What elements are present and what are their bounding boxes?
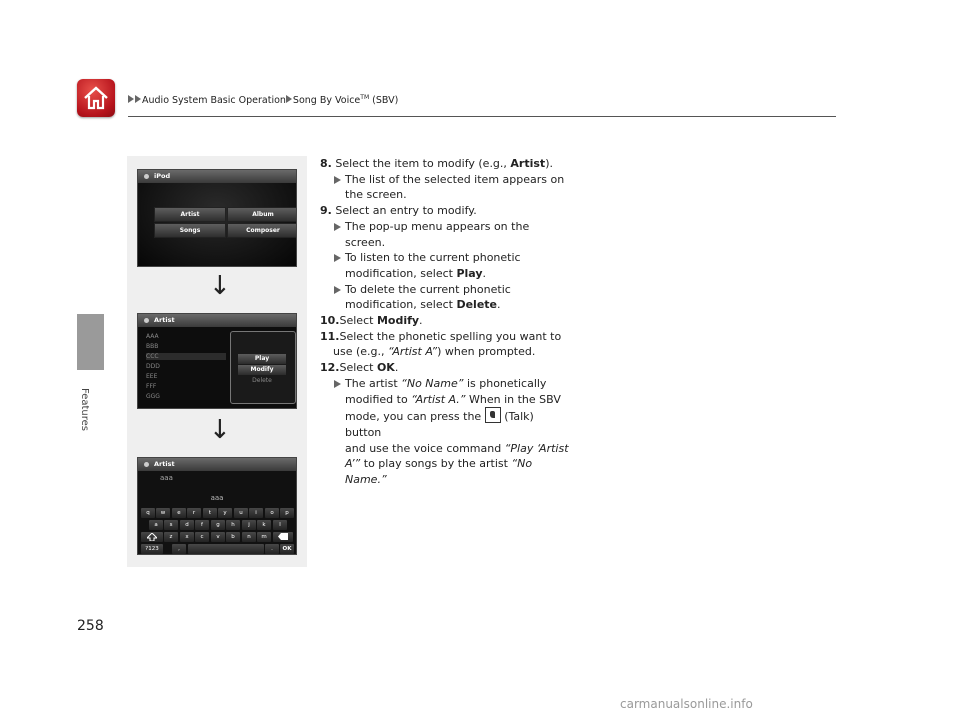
ipod-screen <box>137 169 297 267</box>
songs-button[interactable]: Songs <box>154 223 226 238</box>
home-icon <box>82 84 110 112</box>
key[interactable]: t <box>203 508 217 518</box>
down-arrow-icon: ↓ <box>209 415 231 445</box>
list-item[interactable]: GGG <box>146 393 160 400</box>
screen-title: Artist <box>138 314 296 327</box>
symbols-key[interactable]: ?123 <box>141 544 163 554</box>
header-rule <box>128 116 836 117</box>
bullet-arrow-icon <box>334 380 341 388</box>
key[interactable]: f <box>195 520 209 530</box>
period-key[interactable]: . <box>265 544 279 554</box>
key[interactable]: b <box>226 532 240 542</box>
key[interactable]: w <box>156 508 170 518</box>
screen-title: iPod <box>138 170 296 183</box>
modify-button[interactable]: Modify <box>238 365 286 375</box>
key[interactable]: x <box>180 532 194 542</box>
down-arrow-icon: ↓ <box>209 271 231 301</box>
key[interactable]: l <box>273 520 287 530</box>
shift-icon <box>147 533 157 541</box>
key[interactable]: g <box>211 520 225 530</box>
step-9: 9. Select an entry to modify. <box>320 204 477 218</box>
key[interactable]: k <box>257 520 271 530</box>
bullet-arrow-icon <box>334 176 341 184</box>
ok-key[interactable]: OK <box>280 544 294 554</box>
breadcrumb-item[interactable]: Song By Voice™ (SBV) <box>292 94 399 107</box>
key[interactable]: z <box>164 532 178 542</box>
bullet-arrow-icon <box>334 223 341 231</box>
breadcrumb <box>128 94 398 106</box>
step-9-note: To listen to the current phonetic modification, select Play. <box>320 250 570 281</box>
key[interactable]: c <box>195 532 209 542</box>
key[interactable]: o <box>265 508 279 518</box>
comma-key[interactable]: , <box>172 544 186 554</box>
artist-list-screen <box>137 313 297 409</box>
key[interactable]: q <box>141 508 155 518</box>
key[interactable]: d <box>180 520 194 530</box>
list-item[interactable]: AAA <box>146 333 159 340</box>
space-key[interactable] <box>188 544 264 554</box>
screenshot-panel <box>127 156 307 567</box>
key[interactable]: m <box>257 532 271 542</box>
home-button[interactable] <box>77 79 115 117</box>
bullet-arrow-icon <box>334 254 341 262</box>
step-10: 10.Select Modify. <box>320 314 423 328</box>
list-item[interactable]: DDD <box>146 363 160 370</box>
composer-button[interactable]: Composer <box>227 223 297 238</box>
key[interactable]: y <box>218 508 232 518</box>
talk-icon <box>485 407 501 423</box>
instruction-steps <box>320 156 570 488</box>
step-12: 12.Select OK. <box>320 361 399 375</box>
key[interactable]: s <box>164 520 178 530</box>
section-tab[interactable] <box>77 314 104 370</box>
step-8-note: The list of the selected item appears on the screen. <box>320 172 570 203</box>
key[interactable]: n <box>242 532 256 542</box>
step-8: 8. Select the item to modify (e.g., Artist). <box>320 157 553 170</box>
shift-key[interactable] <box>141 532 163 542</box>
list-item[interactable]: BBB <box>146 343 159 350</box>
backspace-icon <box>278 533 288 540</box>
step-9-note: To delete the current phonetic modification, select Delete. <box>320 282 570 313</box>
step-11: 11.Select the phonetic spelling you want to <box>320 329 562 343</box>
step-12-note: The artist “No Name” is phonetically modified to “Artist A.” When in the SBV mode, you can press the (Talk) button and use the voice command “Play ‘Artist A’” to play songs by the artist “No Name.” <box>320 376 570 488</box>
list-item[interactable]: EEE <box>146 373 158 380</box>
key[interactable]: j <box>242 520 256 530</box>
watermark: carmanualsonline.info <box>620 697 753 711</box>
key[interactable]: h <box>226 520 240 530</box>
key[interactable]: a <box>149 520 163 530</box>
entry-field[interactable]: aaa <box>160 474 173 482</box>
section-label: Features <box>79 388 90 431</box>
play-button[interactable]: Play <box>238 354 286 364</box>
breadcrumb-arrow-icon <box>286 95 292 103</box>
page-number: 258 <box>77 618 104 634</box>
list-item[interactable]: FFF <box>146 383 157 390</box>
step-11-cont: use (e.g., “Artist A”) when prompted. <box>333 345 536 359</box>
bullet-arrow-icon <box>334 286 341 294</box>
key[interactable]: r <box>187 508 201 518</box>
key[interactable]: p <box>280 508 294 518</box>
breadcrumb-item[interactable]: Audio System Basic Operation <box>142 95 286 107</box>
key[interactable]: e <box>172 508 186 518</box>
popup-menu <box>230 331 296 404</box>
breadcrumb-arrow-icon <box>128 95 134 103</box>
list-item[interactable]: CCC <box>146 353 226 360</box>
screen-title: Artist <box>138 458 296 471</box>
key[interactable]: i <box>249 508 263 518</box>
backspace-key[interactable] <box>273 532 293 542</box>
keyboard-screen <box>137 457 297 555</box>
key[interactable]: v <box>211 532 225 542</box>
breadcrumb-arrow-icon <box>135 95 141 103</box>
delete-button[interactable]: Delete <box>252 377 272 384</box>
album-button[interactable]: Album <box>227 207 297 222</box>
entry-preview: aaa <box>210 494 224 502</box>
key[interactable]: u <box>234 508 248 518</box>
artist-button[interactable]: Artist <box>154 207 226 222</box>
step-9-note: The pop-up menu appears on the screen. <box>320 219 570 250</box>
